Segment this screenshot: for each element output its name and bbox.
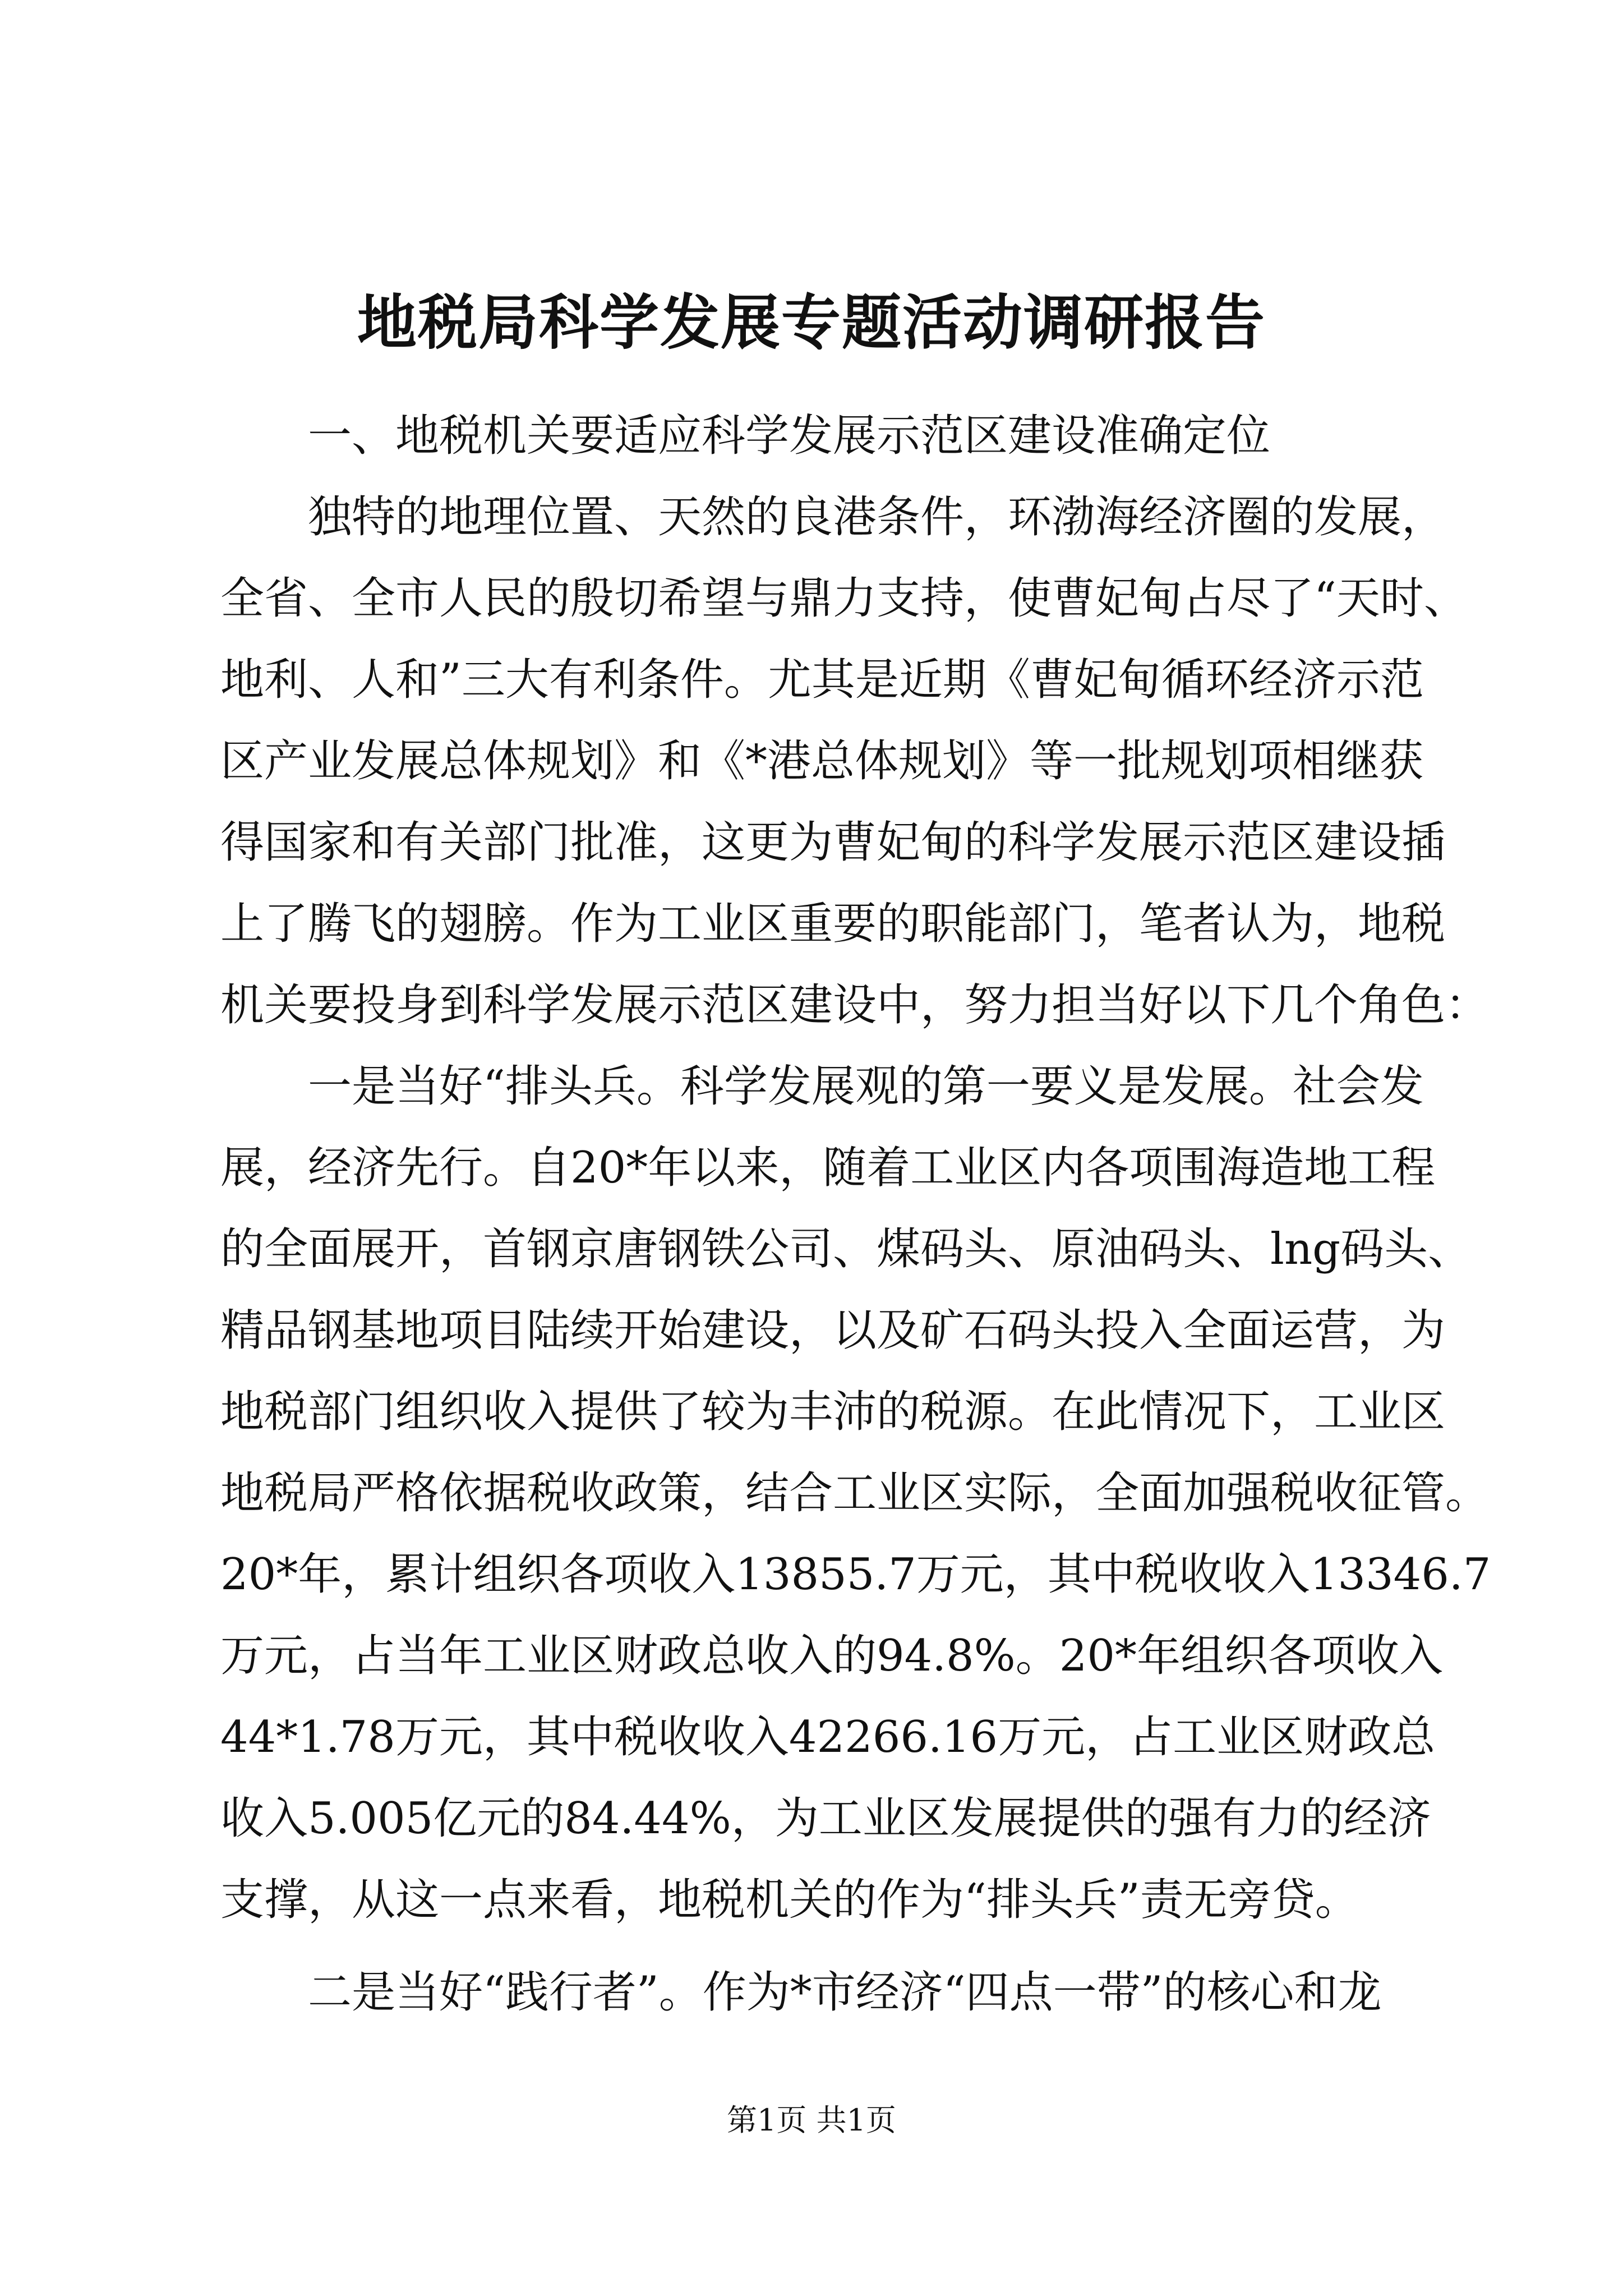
text-line: 展，经济先行。自20*年以来，随着工业区内各项围海造地工程 (220, 1143, 1436, 1193)
text-line: 机关要投身到科学发展示范区建设中，努力担当好以下几个角色： (220, 980, 1490, 1030)
text-line: 得国家和有关部门批准，这更为曹妃甸的科学发展示范区建设插 (220, 817, 1446, 868)
text-line: 收入5.005亿元的84.44%，为工业区发展提供的强有力的经济 (220, 1793, 1431, 1844)
text-line: 上了腾飞的翅膀。作为工业区重要的职能部门，笔者认为，地税 (220, 899, 1446, 949)
text-line: 地利、人和”三大有利条件。尤其是近期《曹妃甸循环经济示范 (220, 655, 1424, 705)
text-line: 地税部门组织收入提供了较为丰沛的税源。在此情况下，工业区 (220, 1387, 1446, 1437)
paragraph-1 (220, 477, 1490, 1046)
text-line: 万元，占当年工业区财政总收入的94.8%。20*年组织各项收入 (220, 1631, 1444, 1681)
text-line: 地税局严格依据税收政策，结合工业区实际，全面加强税收征管。 (220, 1468, 1490, 1519)
section-heading: 一、地税机关要适应科学发展示范区建设准确定位 (308, 411, 1271, 461)
text-line: 区产业发展总体规划》和《*港总体规划》等一批规划项相继获 (220, 736, 1424, 786)
text-line: 独特的地理位置、天然的良港条件，环渤海经济圈的发展， (308, 492, 1446, 542)
text-line: 44*1.78万元，其中税收收入42266.16万元，占工业区财政总 (220, 1712, 1436, 1763)
text-line: 二是当好“践行者”。作为*市经济“四点一带”的核心和龙 (308, 1967, 1382, 2018)
text-line: 一是当好“排头兵。科学发展观的第一要义是发展。社会发 (308, 1061, 1424, 1112)
page-footer: 第1页 共1页 (727, 2102, 896, 2138)
text-line: 的全面展开，首钢京唐钢铁公司、煤码头、原油码头、lng码头、 (220, 1224, 1472, 1274)
paragraph-gap (220, 1941, 1421, 1952)
paragraph-3 (220, 1952, 1421, 2033)
document-body (220, 395, 1491, 2033)
text-line: 20*年，累计组织各项收入13855.7万元，其中税收收入13346.7 (220, 1549, 1491, 1600)
paragraph-2 (220, 1046, 1491, 1941)
text-line: 全省、全市人民的殷切希望与鼎力支持，使曹妃甸占尽了“天时、 (220, 573, 1468, 624)
text-line: 支撑，从这一点来看，地税机关的作为“排头兵”责无旁贷。 (220, 1875, 1359, 1925)
text-line: 精品钢基地项目陆续开始建设，以及矿石码头投入全面运营，为 (220, 1305, 1446, 1356)
document-title: 地税局科学发展专题活动调研报告 (357, 287, 1266, 357)
